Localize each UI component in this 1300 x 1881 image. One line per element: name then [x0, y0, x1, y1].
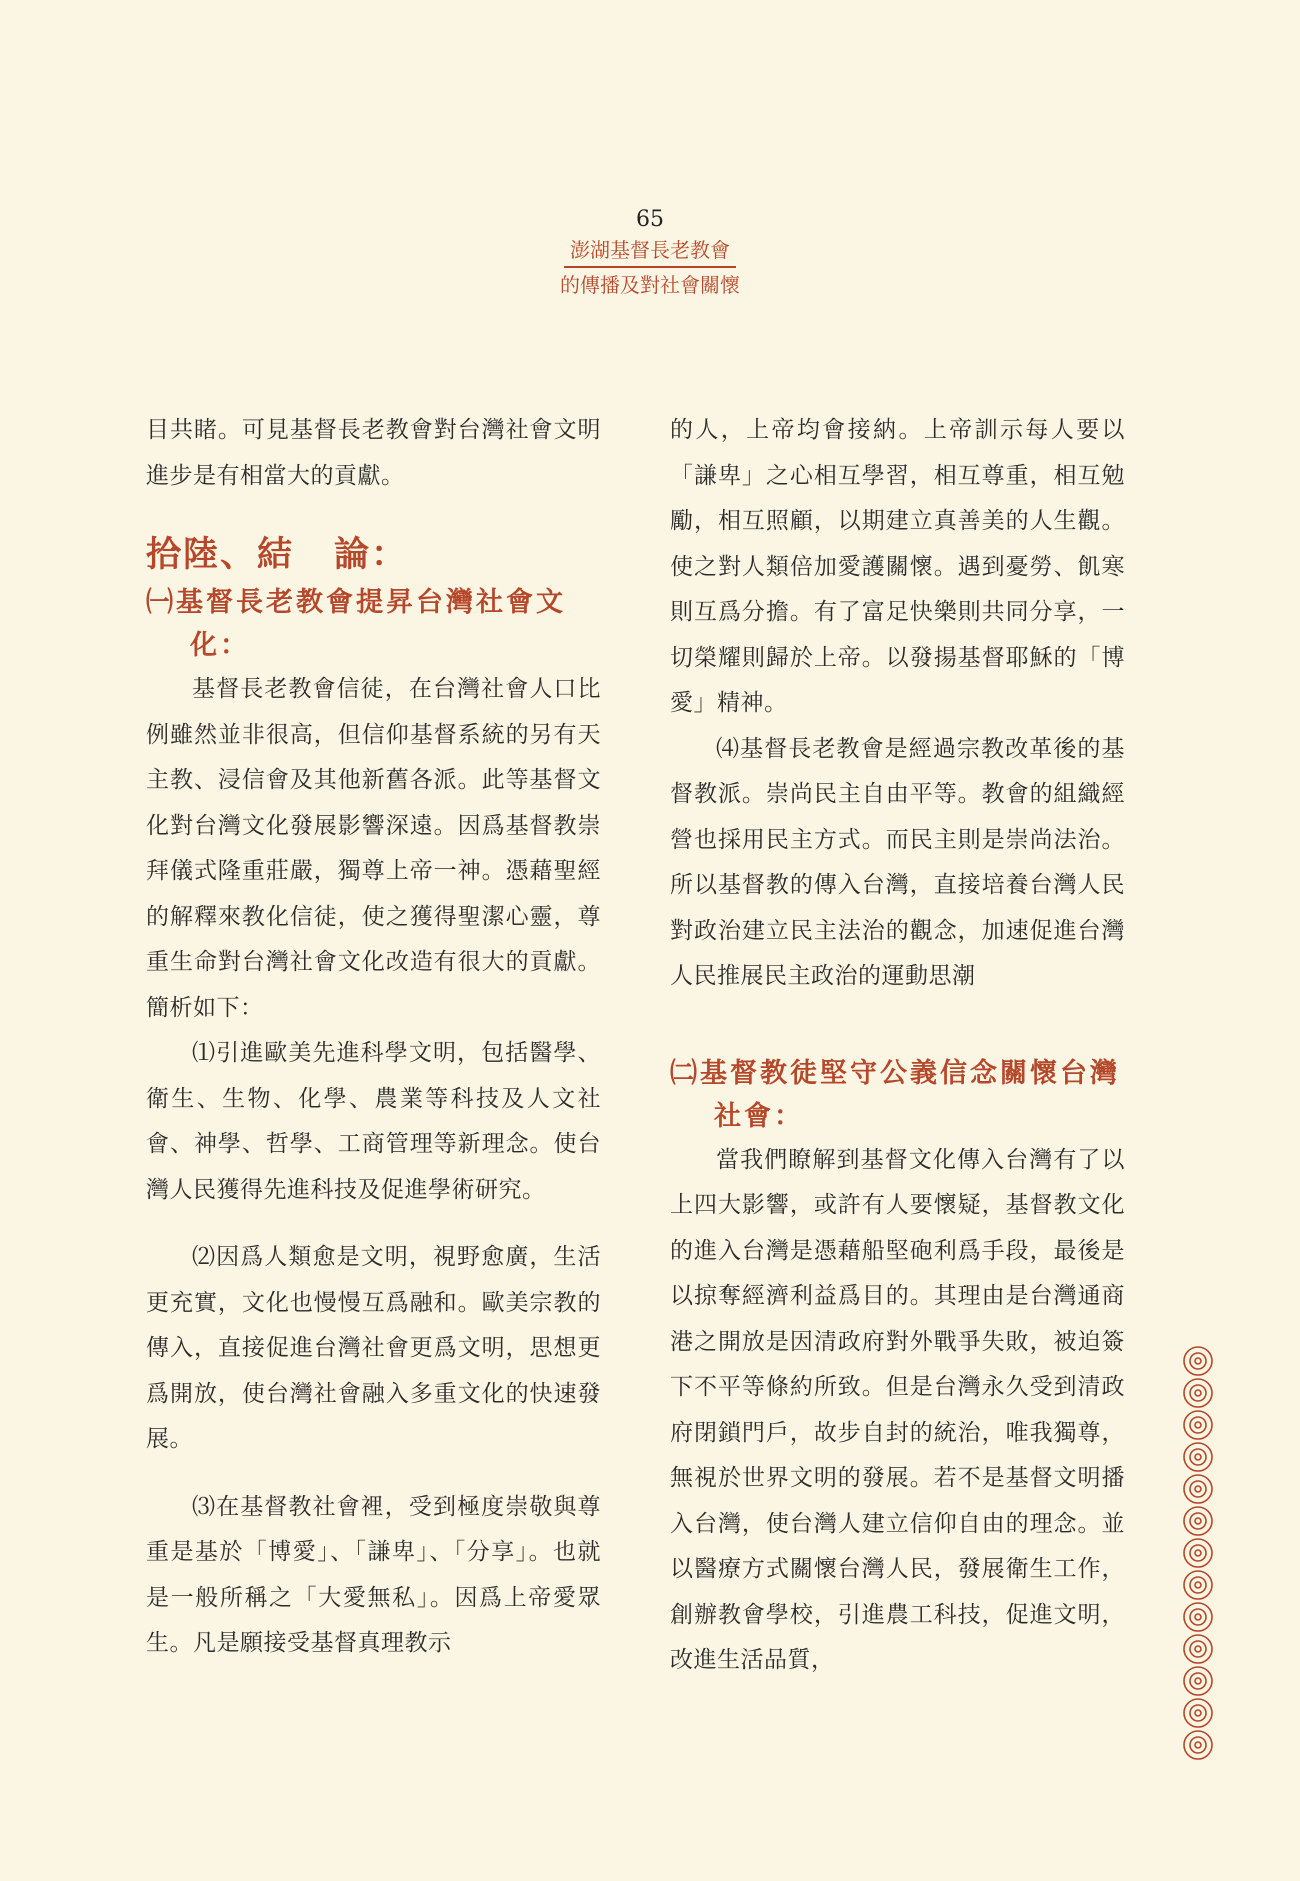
intro-paragraph: 目共睹。可見基督長老教會對台灣社會文明進步是有相當大的貢獻。 — [146, 417, 601, 489]
list-item-3-continued: 的人，上帝均會接納。上帝訓示每人要以「謙卑」之心相互學習，相互尊重，相互勉勵，相互照顧，以期建立真善美的人生觀。使之對人類倍加愛護關懷。遇到憂勞、飢寒則互爲分擔。有了富足快樂則共同分享，一切榮耀則歸於上帝。以發揚基督耶穌的「博愛」精神。 — [670, 417, 1125, 716]
chapter-title-a: 結 — [257, 535, 295, 575]
page-number: 65 — [636, 207, 664, 232]
section-2-paragraph: 當我們瞭解到基督文化傳入台灣有了以上四大影響，或許有人要懷疑，基督教文化的進入台灣是憑藉船堅砲利爲手段，最後是以掠奪經濟利益爲目的。其理由是台灣通商港之開放是因清政府對外戰爭失敗，被迫簽下不平等條約所致。但是台灣永久受到清政府閉鎖門戶，故步自封的統治，唯我獨尊，無視於世界文明的發展。若不是基督文明播入台灣，使台灣人建立信仰自由的理念。並以醫療方式關懷台灣人民，發展衛生工作，創辦教會學校，引進農工科技，促進文明，改進生活品質， — [670, 1146, 1125, 1673]
list-item-3: ⑶在基督教社會裡，受到極度崇敬與尊重是基於「博愛」、「謙卑」、「分享」。也就是一般所稱之「大愛無私」。因爲上帝愛眾生。凡是願接受基督真理教示 — [146, 1493, 601, 1656]
left-column — [146, 408, 601, 1667]
running-title — [0, 235, 1300, 300]
section-1-paragraph: 基督長老教會信徒，在台灣社會人口比例雖然並非很高，但信仰基督系統的另有天主教、浸信會及其他新舊各派。此等基督文化對台灣文化發展影響深遠。因爲基督教崇拜儀式隆重莊嚴，獨尊上帝一神。憑藉聖經的解釋來教化信徒，使之獲得聖潔心靈，尊重生命對台灣社會文化改造有很大的貢獻。簡析如下： — [146, 676, 601, 1021]
page-header — [0, 205, 1300, 300]
list-item-1: ⑴引進歐美先進科學文明，包括醫學、衛生、生物、化學、農業等科技及人文社會、神學、哲學、工商管理等新理念。使台灣人民獲得先進科技及促進學術研究。 — [146, 1040, 601, 1203]
chapter-title-b: 論： — [334, 535, 409, 575]
chapter-heading — [146, 529, 601, 581]
list-item-4: ⑷基督長老教會是經過宗教改革後的基督教派。崇尚民主自由平等。教會的組織經營也採用民主方式。而民主則是崇尚法治。所以基督教的傳入台灣，直接培養台灣人民對政治建立民主法治的觀念，加速促進台灣人民推展民主政治的運動思潮 — [670, 735, 1125, 989]
chapter-number: 拾陸、 — [146, 535, 258, 575]
running-title-line2: 的傳播及對社會關懷 — [560, 273, 740, 297]
decorative-border-icon — [1180, 1345, 1216, 1770]
list-item-2: ⑵因爲人類愈是文明，視野愈廣，生活更充實，文化也慢慢互爲融和。歐美宗教的傳入，直接促進台灣社會更爲文明，思想更爲開放，使台灣社會融入多重文化的快速發展。 — [146, 1244, 601, 1452]
right-column — [670, 408, 1125, 1684]
section-2-heading: ㈡基督教徒堅守公義信念關懷台灣社會： — [670, 1057, 1120, 1132]
section-1-heading: ㈠基督長老教會提昇台灣社會文化： — [146, 587, 566, 661]
running-title-line1: 澎湖基督長老教會 — [564, 235, 736, 268]
